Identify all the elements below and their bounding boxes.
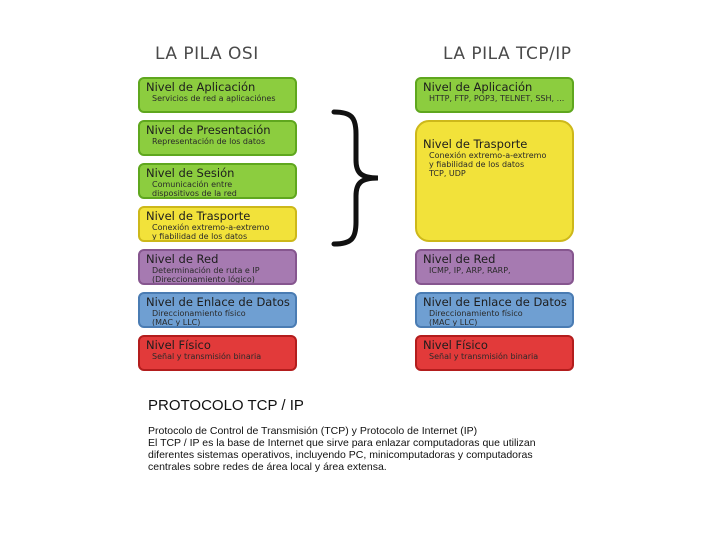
layer-name: Nivel de Enlace de Datos bbox=[423, 295, 567, 309]
osi-title: LA PILA OSI bbox=[155, 44, 259, 64]
layer-desc: Conexión extremo-a-extremo y fiabilidad de los datos TCP, UDP bbox=[429, 151, 547, 178]
layer-desc: Direccionamiento físico (MAC y LLC) bbox=[152, 309, 246, 327]
layer-desc: Comunicación entre dispositivos de la red bbox=[152, 180, 237, 198]
layer-desc: Señal y transmisión binaria bbox=[429, 352, 539, 361]
layer-name: Nivel de Trasporte bbox=[423, 137, 528, 151]
tcpip-layer-application bbox=[415, 77, 574, 113]
layer-desc: Señal y transmisión binaria bbox=[152, 352, 262, 361]
layer-desc: Conexión extremo-a-extremo y fiabilidad de los datos bbox=[152, 223, 270, 241]
osi-layer-session bbox=[138, 163, 297, 199]
osi-layer-physical bbox=[138, 335, 297, 371]
layer-name: Nivel de Trasporte bbox=[146, 209, 251, 223]
layer-name: Nivel de Aplicación bbox=[146, 80, 256, 94]
osi-layer-application bbox=[138, 77, 297, 113]
layer-name: Nivel de Red bbox=[146, 252, 219, 266]
tcpip-layer-network bbox=[415, 249, 574, 285]
layer-name: Nivel de Enlace de Datos bbox=[146, 295, 290, 309]
tcpip-title: LA PILA TCP/IP bbox=[443, 44, 572, 64]
layer-desc: Direccionamiento físico (MAC y LLC) bbox=[429, 309, 523, 327]
tcpip-layer-transport bbox=[415, 120, 574, 242]
layer-desc: HTTP, FTP, POP3, TELNET, SSH, ... bbox=[429, 94, 565, 103]
osi-layer-network bbox=[138, 249, 297, 285]
layer-desc: ICMP, IP, ARP, RARP, bbox=[429, 266, 511, 275]
tcpip-layer-physical bbox=[415, 335, 574, 371]
layer-desc: Servicios de red a aplicaciónes bbox=[152, 94, 276, 103]
layer-name: Nivel Físico bbox=[423, 338, 488, 352]
layer-desc: Determinación de ruta e IP (Direccionamiento lógico) bbox=[152, 266, 260, 284]
layer-name: Nivel de Aplicación bbox=[423, 80, 533, 94]
osi-layer-transport bbox=[138, 206, 297, 242]
layer-desc: Representación de los datos bbox=[152, 137, 266, 146]
tcpip-layer-datalink bbox=[415, 292, 574, 328]
curly-brace-icon bbox=[326, 108, 386, 248]
layer-name: Nivel Físico bbox=[146, 338, 211, 352]
caption-title: PROTOCOLO TCP / IP bbox=[148, 397, 304, 414]
osi-layer-datalink bbox=[138, 292, 297, 328]
layer-name: Nivel de Presentación bbox=[146, 123, 271, 137]
layer-name: Nivel de Red bbox=[423, 252, 496, 266]
layer-name: Nivel de Sesión bbox=[146, 166, 235, 180]
osi-layer-presentation bbox=[138, 120, 297, 156]
caption-text: Protocolo de Control de Transmisión (TCP) y Protocolo de Internet (IP) El TCP / IP es la base de Internet que sirve para enlazar computadoras que utilizan diferentes sistemas operativos, incluyendo PC, minicomputadoras y computadoras centrales sobre redes de área local y área extensa. bbox=[148, 425, 536, 473]
